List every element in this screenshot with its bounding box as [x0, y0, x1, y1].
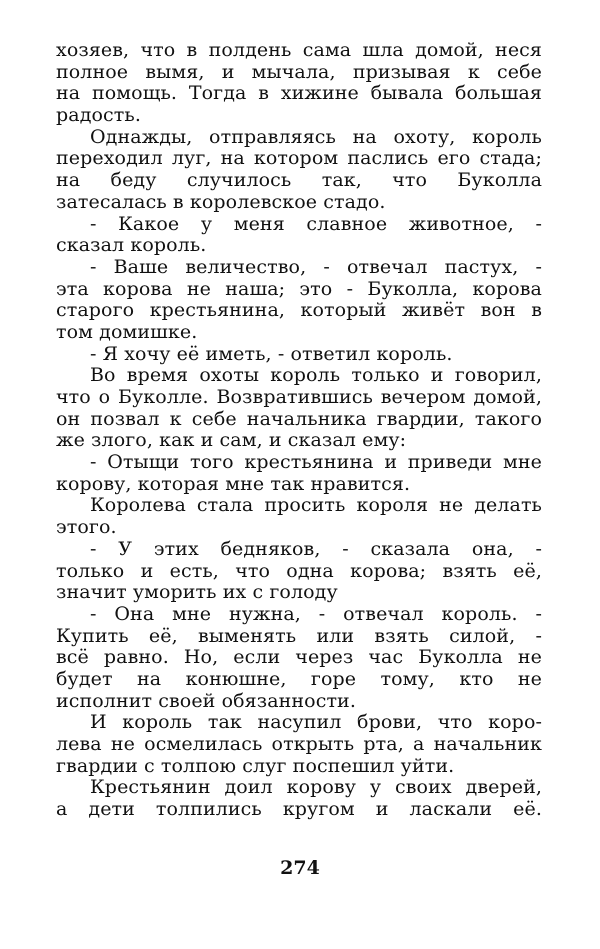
text-line: И король так насупил брови, что коро- — [90, 711, 542, 734]
text-line: же злого, как и сам, и сказал ему: — [56, 429, 407, 452]
text-line: лева не осмелилась открыть рта, а начальник — [56, 733, 542, 755]
text-line: хозяев, что в полдень сама шла домой, неся — [56, 39, 542, 61]
text-line: старого крестьянина, который живёт вон в — [56, 299, 542, 322]
body-text — [56, 40, 542, 821]
text-line: только и есть, что одна корова; взять её, — [56, 559, 542, 582]
text-line: радость. — [56, 104, 141, 127]
text-line: на помощь. Тогда в хижине бывала большая — [56, 82, 542, 105]
text-line: переходил луг, на котором паслись его стада; — [56, 147, 542, 170]
text-line: Во время охоты король только и говорил, — [90, 364, 542, 387]
text-line: этого. — [56, 516, 117, 539]
text-line: корову, которая мне так нравится. — [56, 472, 411, 495]
text-line: а дети толпились кругом и ласкали её. — [56, 798, 542, 821]
text-line: - Она мне нужна, - отвечал король. - — [90, 602, 542, 625]
text-line: сказал король. — [56, 234, 207, 257]
text-line: Однажды, отправляясь на охоту, король — [90, 125, 542, 148]
text-line: эта корова не наша; это - Буколла, корова — [56, 277, 542, 300]
text-line: том домишке. — [56, 320, 198, 343]
text-line: - Какое у меня славное животное, - — [90, 212, 542, 235]
text-line: значит уморить их с голоду — [56, 581, 338, 604]
text-line: на беду случилось так, что Буколла — [56, 169, 542, 192]
text-line: он позвал к себе начальника гвардии, такого — [56, 407, 542, 430]
text-line: - Отыщи того крестьянина и приведи мне — [90, 451, 542, 474]
text-line: полное вымя, и мычала, призывая к себе — [56, 60, 542, 83]
text-line: что о Буколле. Возвратившись вечером домой, — [56, 386, 542, 408]
text-line: гвардии с толпою слуг поспешил уйти. — [56, 754, 455, 777]
text-line: Крестьянин доил корову у своих дверей, — [90, 776, 542, 799]
text-line: Купить её, выменять или взять силой, - — [56, 624, 542, 647]
text-line: всё равно. Но, если через час Буколла не — [56, 646, 542, 669]
text-line: исполнит своей обязанности. — [56, 689, 356, 712]
text-line: - У этих бедняков, - сказала она, - — [90, 537, 542, 560]
text-line: - Я хочу её иметь, - ответил король. — [90, 342, 453, 365]
text-line: будет на конюшне, горе тому, кто не — [56, 667, 542, 690]
page-number: 274 — [280, 857, 320, 879]
text-line: Королева стала просить короля не делать — [90, 494, 542, 517]
text-line: - Ваше величество, - отвечал пастух, - — [90, 255, 542, 278]
text-line: затесалась в королевское стадо. — [56, 190, 386, 213]
